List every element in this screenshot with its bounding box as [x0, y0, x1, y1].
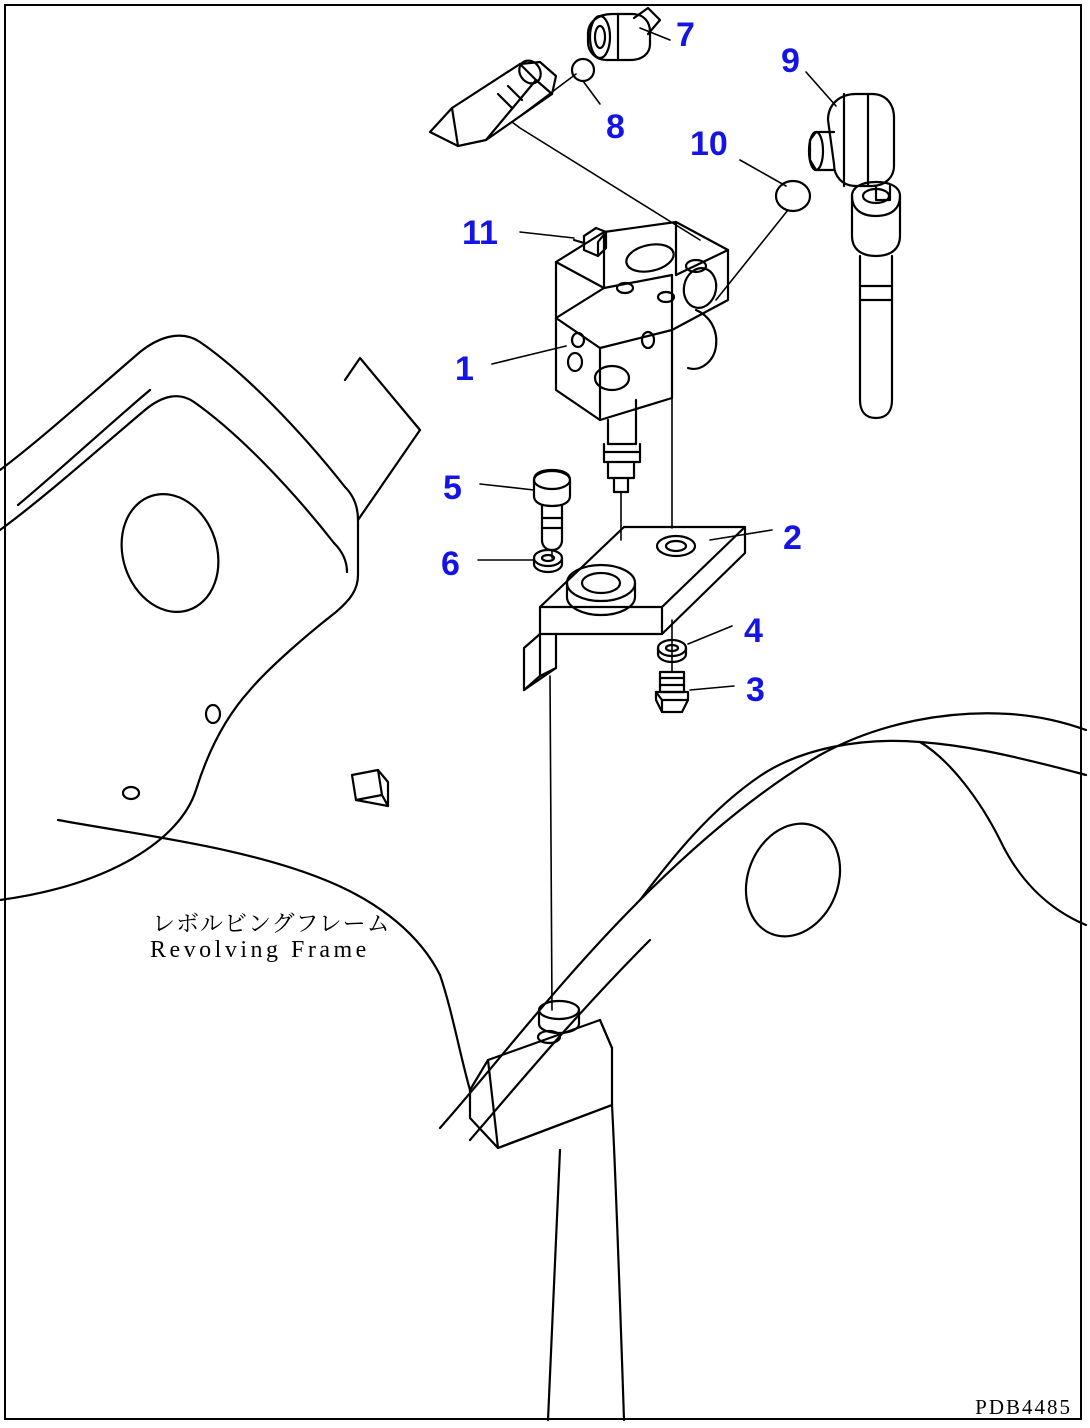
callout-4: 4: [744, 612, 763, 650]
callout-3: 3: [746, 671, 765, 709]
callout-6: 6: [441, 545, 460, 583]
part-10-ball-pin: [776, 181, 810, 211]
callout-1: 1: [455, 350, 474, 388]
callout-8: 8: [606, 108, 625, 146]
part-3-bolt: [656, 672, 688, 712]
callout-2: 2: [783, 519, 802, 557]
revolving-frame-outline: [0, 336, 1086, 1420]
callout-11: 11: [462, 214, 498, 252]
part-9-elbow-fitting: [809, 94, 894, 200]
part-8-ball-pin: [430, 56, 594, 146]
long-bolt-right: [852, 182, 900, 418]
caption-japanese: レボルビングフレーム: [152, 911, 391, 937]
callout-10: 10: [690, 125, 728, 163]
part-7-elbow-fitting: [588, 8, 660, 60]
callout-9: 9: [781, 42, 800, 80]
callout-5: 5: [443, 469, 462, 507]
drawing-code: PDB4485: [975, 1395, 1072, 1419]
caption-english: Revolving Frame: [150, 937, 370, 963]
control-valve-body: [556, 222, 728, 492]
callout-7: 7: [676, 16, 695, 54]
part-6-washer: [534, 550, 562, 572]
part-5-bolt: [534, 470, 570, 550]
